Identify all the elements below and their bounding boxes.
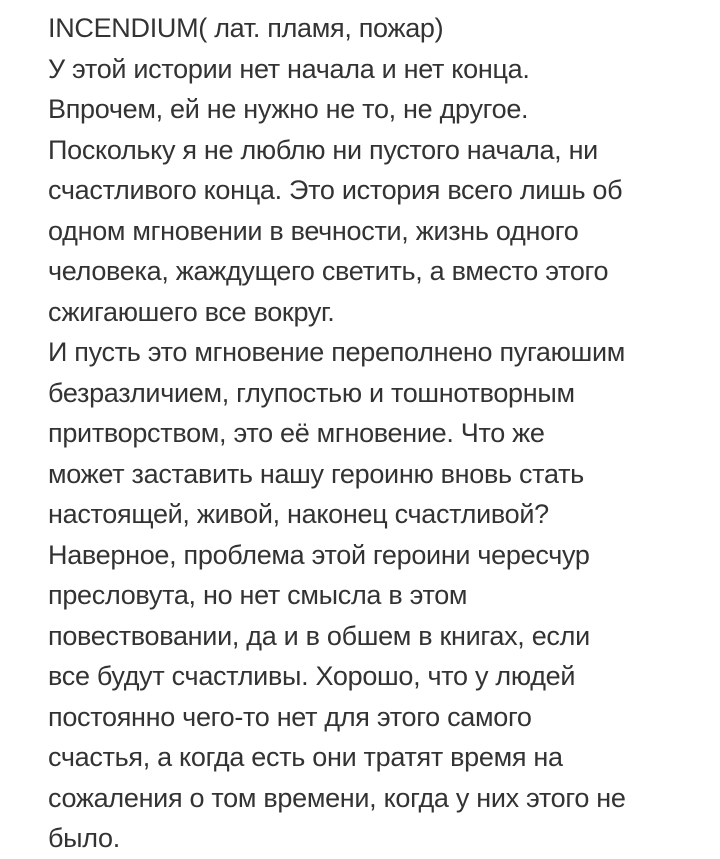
paragraph-1-line: У этой истории нет начала и нет конца. <box>48 53 530 84</box>
paragraph-2-line: пресловута, но нет смысла в этом <box>48 580 468 610</box>
paragraph-2-line: постоянно чего-то нет для этого самого <box>48 701 532 732</box>
paragraph-1-line: человека, жаждущего светить, а вместо этого <box>48 256 609 286</box>
paragraph-2-line: может заставить нашу героиню вновь стать <box>48 458 584 489</box>
paragraph-2-line: сожаления о том времени, когда у них этого не <box>48 782 626 813</box>
paragraph-2-line: И пусть это мгновение переполнено пугаюшим <box>48 337 625 367</box>
paragraph-1-line: счастливого конца. Это история всего лишь об <box>48 175 623 205</box>
paragraph-2-line: счастья, а когда есть они тратят время на <box>48 742 563 772</box>
paragraph-2-line: безразличием, глупостью и тошнотворным <box>48 377 575 408</box>
paragraph-2-line: настоящей, живой, наконец счастливой? <box>48 499 549 529</box>
paragraph-2-line: было. <box>48 823 120 853</box>
document-text <box>48 8 718 859</box>
paragraph-2-line: притворством, это её мгновение. Что же <box>48 418 545 448</box>
paragraph-1-line: Поскольку я не люблю ни пустого начала, ни <box>48 134 598 165</box>
paragraph-2-line: повествовании, да и в обшем в книгах, если <box>48 620 590 651</box>
paragraph-1-line: одном мгновении в вечности, жизнь одного <box>48 215 579 246</box>
paragraph-1-line: сжигаюшего все вокруг. <box>48 296 335 327</box>
paragraph-2-line: все будут счастливы. Хорошо, что у людей <box>48 661 576 691</box>
paragraph-1-line: Впрочем, ей не нужно не то, не другое. <box>48 94 529 124</box>
title-line: INCENDIUM( лат. пламя, пожар) <box>48 13 444 43</box>
paragraph-2-line: Наверное, проблема этой героини чересчур <box>48 539 590 570</box>
